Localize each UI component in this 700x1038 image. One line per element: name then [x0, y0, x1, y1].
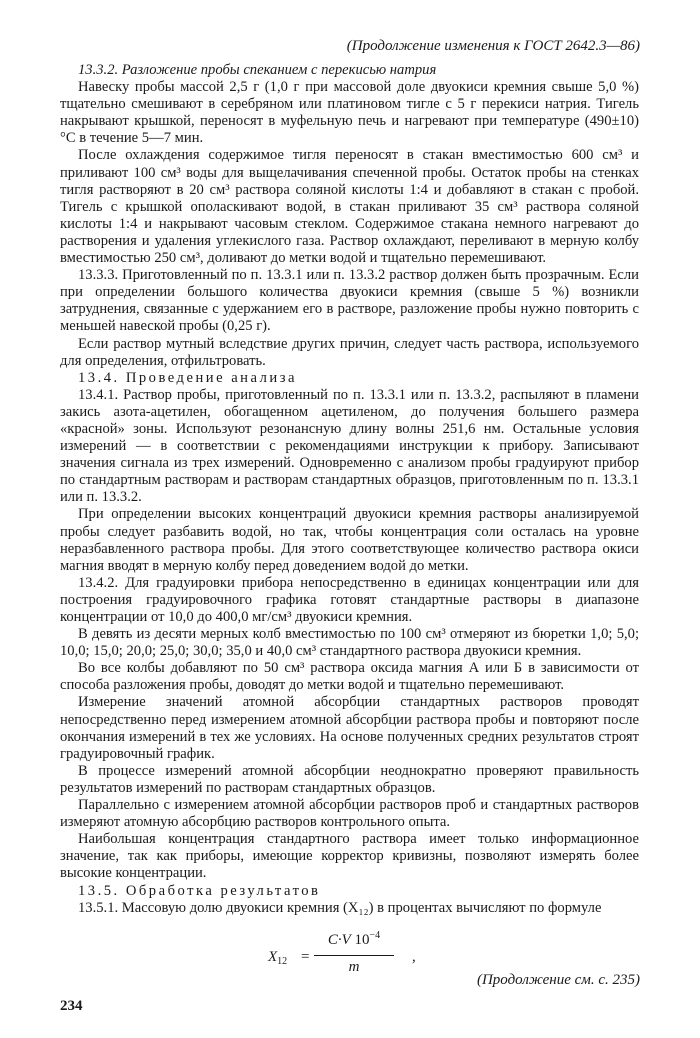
paragraph: В процессе измерений атомной абсорбции неоднократно проверяют правильность результатов измерений по растворам стандартных образцов.	[60, 762, 639, 796]
paragraph: В девять из десяти мерных колб вместимостью по 100 см³ отмеряют из бюретки 1,0; 5,0; 10,0; 15,0; 20,0; 25,0; 30,0; 35,0 и 40,0 см³ стандартного раствора двуокиси кремния.	[60, 626, 639, 660]
formula-numerator: C·V $10^{-4}$	[327, 929, 381, 948]
page-number: 234	[60, 998, 83, 1014]
paragraph: 13.4.1. Раствор пробы, приготовленный по п. 13.3.1 или п. 13.3.2, распыляют в пламени закись азота-ацетилен, обогащенном ацетиленом, до получения большего размера «красной» зоны. Используют резонансную длину волны 251,6 нм. Остальные условия измерений — в соответствии с рекомендациями инструкции к прибору. Записывают значения сигнала из трех измерений. Одновременно с анализом пробы градуируют прибор по стандартным растворам и растворам стандартных образцов, приготовленным по п. 13.3.1 или п. 13.3.2.	[60, 386, 639, 506]
formula-denominator: m	[348, 958, 360, 975]
paragraph: Во все колбы добавляют по 50 см³ раствора оксида магния А или Б в зависимости от способа разложения пробы, доводят до метки водой и тщательно перемешивают.	[60, 660, 639, 694]
page-header: (Продолжение изменения к ГОСТ 2642.3—86)	[346, 38, 640, 54]
continuation-note: (Продолжение см. с. 235)	[476, 972, 640, 988]
paragraph: Если раствор мутный вследствие других причин, следует часть раствора, используемого для определения, отфильтровать.	[60, 335, 639, 369]
paragraph: Измерение значений атомной абсорбции стандартных растворов проводят непосредственно перед измерением атомной абсорбции раствора пробы и повторяют после окончания измерений в тех же условиях. На основе полученных средних результатов строят градуировочный график.	[60, 694, 639, 762]
paragraph: 13.3.3. Приготовленный по п. 13.3.1 или п. 13.3.2 раствор должен быть прозрачным. Если при определении большого количества двуокиси кремния (свыше 5 %) возникли затруднения, связанные с удержанием его в растворе, разложение пробы нужно повторить с меньшей навеской пробы (0,25 г).	[60, 267, 639, 335]
section-13-5-title: 13.5. Обработка результатов	[78, 882, 321, 899]
formula-lhs-subscript: 12	[277, 955, 288, 967]
formula-equals: =	[301, 948, 310, 965]
paragraph: Наибольшая концентрация стандартного раствора имеет только информационное значение, так как приборы, имеющие корректор кривизны, позволяют измерять более высокие концентрации.	[60, 831, 639, 882]
formula-comma: ,	[412, 948, 416, 965]
formula-fraction-bar	[314, 955, 394, 956]
document-body	[60, 62, 639, 995]
paragraph: При определении высоких концентраций двуокиси кремния растворы анализируемой пробы следует разбавить водой, но так, чтобы концентрация соли осталась на уровне неразбавленного раствора пробы. Для этого соответствующее количество раствора окиси магния вводят в мерную колбу перед доведением водой до метки.	[60, 506, 639, 574]
paragraph: 13.5.1. Массовую долю двуокиси кремния (X₁₂) в процентах вычисляют по формуле	[78, 899, 602, 916]
paragraph: Навеску пробы массой 2,5 г (1,0 г при массовой доле двуокиси кремния свыше 5,0 %) тщательно смешивают в серебряном или платиновом тигле с 5 г перекиси натрия. Тигель накрывают крышкой, переносят в муфельную печь и нагревают при температуре (490±10) °С в течение 5—7 мин.	[60, 79, 639, 147]
paragraph: Параллельно с измерением атомной абсорбции растворов проб и стандартных растворов измеряют атомную абсорбцию растворов контрольного опыта.	[60, 797, 639, 831]
paragraph: После охлаждения содержимое тигля переносят в стакан вместимостью 600 см³ и приливают 100 см³ воды для выщелачивания спеченной пробы. Остаток пробы на стенках тигля растворяют в 20 см³ раствора соляной кислоты 1:4 и добавляют в стакан с пробой. Тигель с крышкой ополаскивают водой, в стакан приливают 35 см³ раствора соляной кислоты 1:4 и накрывают часовым стеклом. Содержимое стакана немного нагревают до растворения и удаления углекислого газа. Раствор охлаждают, переливают в мерную колбу вместимостью 250 см³, доливают до метки водой и тщательно перемешивают.	[60, 147, 639, 267]
section-13-3-2-title: 13.3.2. Разложение пробы спеканием с перекисью натрия	[78, 62, 437, 78]
formula-lhs: $X_{12}$	[268, 948, 288, 967]
paragraph: 13.4.2. Для градуировки прибора непосредственно в единицах концентрации или для построения градуировочного графика готовят стандартные растворы в диапазоне концентрации от 10,0 до 400,0 мг/см³ двуокиси кремния.	[60, 574, 639, 625]
formula-exponent: −4	[369, 929, 381, 941]
section-13-4-title: 13.4. Проведение анализа	[78, 369, 297, 386]
